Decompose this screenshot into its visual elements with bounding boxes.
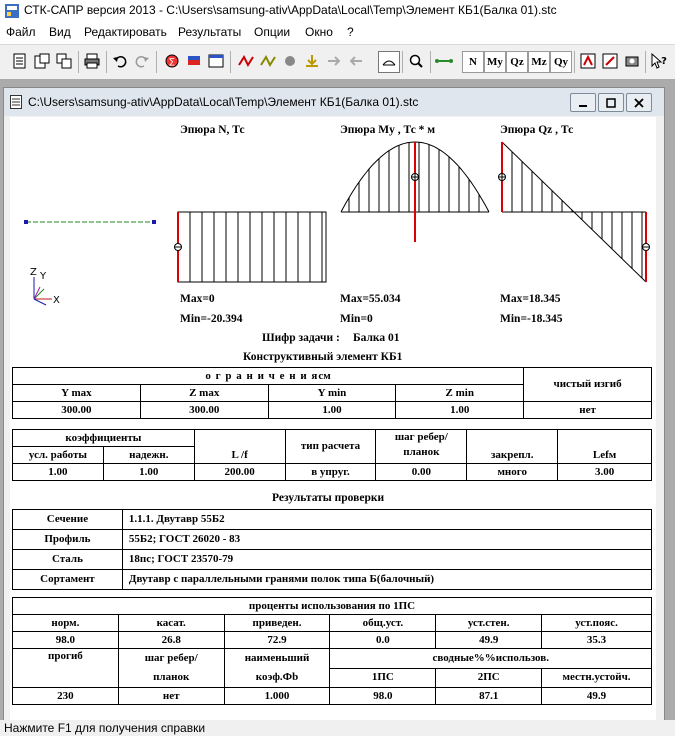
limit-col-zmax: Z max [140, 385, 268, 402]
my-diagram-button[interactable]: My [484, 51, 506, 73]
summary-header: сводные%%использов. [330, 649, 652, 669]
usage-val-tang: 26.8 [118, 632, 224, 649]
fix-header: закрепл. [467, 430, 558, 464]
rib-step-res-value: нет [118, 688, 224, 705]
load-tool-icon[interactable] [302, 51, 322, 71]
rib-step-res-header-2: планок [118, 668, 224, 688]
app-title: СТК-САПР версия 2013 - C:\Users\samsung-ativ\AppData\Local\Temp\Элемент КБ1(Балка 01).stc [24, 3, 557, 17]
task-code-value: Балка 01 [353, 332, 400, 344]
check-tool-2-icon[interactable] [600, 51, 620, 71]
coeffs-header: коэффициенты [13, 430, 195, 447]
qy-diagram-button[interactable]: Qy [550, 51, 572, 73]
usage-val-gen-stab: 0.0 [330, 632, 436, 649]
diagram-n-max: Max=0 [180, 293, 215, 305]
toolbar [0, 44, 675, 80]
help-pointer-icon[interactable] [649, 51, 669, 71]
usage-title: проценты использования по 1ПС [13, 598, 652, 615]
qz-diagram-button[interactable]: Qz [506, 51, 528, 73]
usage-table [12, 597, 652, 705]
rel-coeff-header: надежн. [103, 447, 194, 464]
lf-header: L /f [194, 430, 285, 464]
diagram-qz-title: Эпюра Qz , Тс [500, 124, 574, 136]
element-title: Конструктивный элемент КБ1 [243, 351, 403, 363]
diagram-qz-max: Max=18.345 [500, 293, 561, 305]
open-file-icon[interactable] [32, 51, 52, 71]
usage-col-web-stab: уст.стен. [436, 615, 542, 632]
axis-y-label: Y [40, 271, 47, 282]
mdi-area [0, 79, 675, 720]
profile-label: Профиль [13, 530, 123, 550]
section-label: Сечение [13, 510, 123, 530]
usage-val-web-stab: 49.9 [436, 632, 542, 649]
rel-coeff-value: 1.00 [103, 464, 194, 481]
pure-bending-header: чистый изгиб [524, 368, 652, 402]
beam-node-end [152, 220, 156, 224]
deflection-value: 230 [13, 688, 119, 705]
arrow-left-icon[interactable] [346, 51, 366, 71]
beam-node-start [24, 220, 28, 224]
app-logo-icon [4, 3, 20, 19]
section-table [12, 509, 652, 590]
work-coeff-value: 1.00 [13, 464, 104, 481]
diagram-my-title: Эпюра My , Тс * м [340, 124, 436, 136]
pure-bending-value: нет [524, 402, 652, 419]
limit-col-zmin: Z min [396, 385, 524, 402]
document-title: C:\Users\samsung-ativ\AppData\Local\Temp\Элемент КБ1(Балка 01).stc [28, 95, 419, 109]
beam-tool-2-icon[interactable] [258, 51, 278, 71]
diagram-tool-icon[interactable] [378, 51, 400, 73]
fix-value: много [467, 464, 558, 481]
node-tool-icon[interactable] [280, 51, 300, 71]
document-window [3, 87, 665, 729]
ps2-value: 87.1 [436, 688, 542, 705]
assortment-label: Сортамент [13, 570, 123, 590]
limits-table [12, 367, 652, 419]
diagram-qz-min: Min=-18.345 [500, 313, 563, 325]
menu-help[interactable]: ? [347, 25, 354, 39]
diagram-n-min: Min=-20.394 [180, 313, 243, 325]
menu-options[interactable]: Опции [254, 25, 291, 39]
diagram-qz [494, 137, 654, 287]
work-coeff-header: усл. работы [13, 447, 104, 464]
limits-header: о г р а н и ч е н и ясм [13, 368, 524, 385]
new-file-icon[interactable] [10, 51, 30, 71]
limit-val-ymin: 1.00 [268, 402, 396, 419]
app-title-bar [0, 0, 675, 22]
diagram-my [336, 137, 496, 247]
assortment-value: Двутавр с параллельными гранями полок типа Б(балочный) [122, 570, 651, 590]
limit-col-ymax: Y max [13, 385, 141, 402]
usage-val-reduced: 72.9 [224, 632, 330, 649]
svg-text:∑: ∑ [169, 57, 175, 66]
usage-col-flange-stab: уст.пояс. [542, 615, 652, 632]
task-code-label: Шифр задачи : [262, 332, 340, 344]
menu-bar [0, 23, 675, 43]
beam-tool-1-icon[interactable] [236, 51, 256, 71]
n-diagram-button[interactable]: N [462, 51, 484, 73]
check-tool-1-icon[interactable] [578, 51, 598, 71]
arrow-right-icon[interactable] [324, 51, 344, 71]
status-bar [0, 720, 675, 736]
status-text: Нажмите F1 для получения справки [4, 721, 206, 735]
axes-icon [22, 265, 72, 315]
steel-value: 18пс; ГОСТ 23570-79 [122, 550, 651, 570]
steel-label: Сталь [13, 550, 123, 570]
rib-step-value: 0.00 [376, 464, 467, 481]
diagram-n [170, 207, 330, 287]
profile-value: 55Б2; ГОСТ 26020 - 83 [122, 530, 651, 550]
menu-edit[interactable]: Редактировать [84, 25, 167, 39]
menu-file[interactable]: Файл [6, 25, 36, 39]
report-area [10, 117, 656, 720]
document-title-bar [4, 88, 664, 116]
diagram-my-min: Min=0 [340, 313, 373, 325]
menu-view[interactable]: Вид [49, 25, 71, 39]
copy-file-icon[interactable] [54, 51, 74, 71]
limit-col-ymin: Y min [268, 385, 396, 402]
deflection-header: прогиб [13, 649, 119, 688]
flag-icon[interactable] [184, 51, 204, 71]
axis-z-label: Z [30, 267, 37, 278]
limit-val-zmin: 1.00 [396, 402, 524, 419]
ps1-value: 98.0 [330, 688, 436, 705]
print-icon[interactable] [82, 51, 102, 71]
window-icon[interactable] [206, 51, 226, 71]
redo-icon[interactable] [132, 51, 152, 71]
usage-val-norm: 98.0 [13, 632, 119, 649]
section-value: 1.1.1. Двутавр 55Б2 [122, 510, 651, 530]
usage-val-flange-stab: 35.3 [542, 632, 652, 649]
diagram-n-title: Эпюра N, Тс [180, 124, 245, 136]
axis-x-label: X [53, 295, 60, 306]
min-coef-header-2: коэф.Фb [224, 668, 330, 688]
document-icon [10, 95, 22, 109]
minimize-button[interactable] [570, 93, 596, 112]
calc-type-value: в упруг. [285, 464, 376, 481]
zoom-icon[interactable] [406, 51, 426, 71]
usage-col-gen-stab: общ.уст. [330, 615, 436, 632]
ps2-header: 2ПС [436, 668, 542, 688]
lef-value: 3.00 [558, 464, 652, 481]
lf-value: 200.00 [194, 464, 285, 481]
menu-results[interactable]: Результаты [178, 25, 242, 39]
rib-step-res-header: шаг ребер/ [118, 649, 224, 669]
usage-col-tang: касат. [118, 615, 224, 632]
ps1-header: 1ПС [330, 668, 436, 688]
calc-icon[interactable] [162, 51, 182, 71]
undo-icon[interactable] [110, 51, 130, 71]
lef-header: Lefм [558, 430, 652, 464]
local-stab-value: 49.9 [542, 688, 652, 705]
min-coef-header: наименьший [224, 649, 330, 669]
local-stab-header: местн.устойч. [542, 668, 652, 688]
coefficients-table [12, 429, 652, 481]
calc-type-header: тип расчета [285, 430, 376, 464]
svg-text:?: ? [661, 56, 667, 67]
rib-step-header: шаг ребер/ планок [376, 430, 467, 464]
min-coef-value: 1.000 [224, 688, 330, 705]
usage-col-reduced: приведен. [224, 615, 330, 632]
menu-window[interactable]: Окно [305, 25, 333, 39]
limit-val-zmax: 300.00 [140, 402, 268, 419]
mz-diagram-button[interactable]: Mz [528, 51, 550, 73]
limit-val-ymax: 300.00 [13, 402, 141, 419]
usage-col-norm: норм. [13, 615, 119, 632]
diagram-my-max: Max=55.034 [340, 293, 401, 305]
maximize-button[interactable] [598, 93, 624, 112]
settings-tool-icon[interactable] [622, 51, 642, 71]
results-title: Результаты проверки [272, 492, 385, 504]
line-tool-icon[interactable] [434, 51, 454, 71]
close-button[interactable] [626, 93, 652, 112]
